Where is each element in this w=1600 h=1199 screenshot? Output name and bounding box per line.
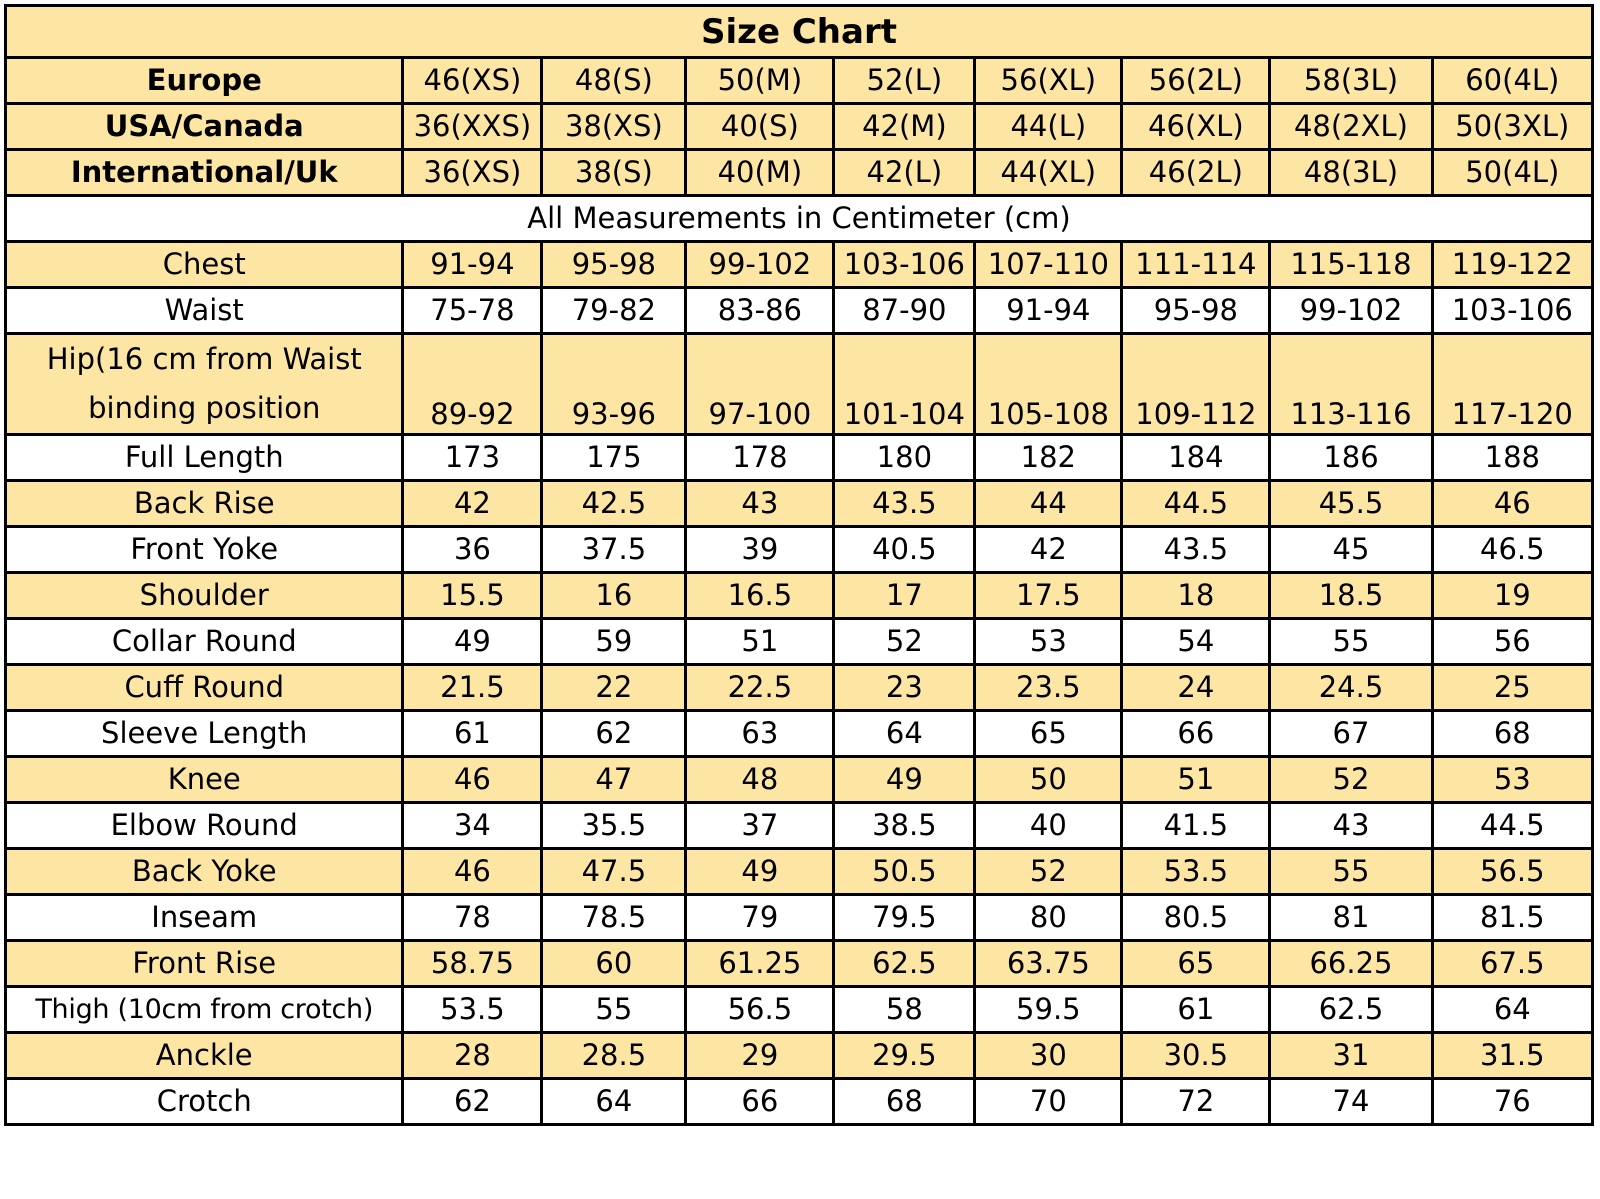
size-cell: 52(L)	[834, 58, 975, 104]
measurement-value: 188	[1432, 435, 1592, 481]
measurement-label: Back Yoke	[6, 849, 403, 895]
measurement-value: 34	[403, 803, 542, 849]
units-note: All Measurements in Centimeter (cm)	[6, 196, 1593, 242]
measurement-label: Anckle	[6, 1033, 403, 1079]
measurement-value: 56.5	[1432, 849, 1592, 895]
measurement-value: 59.5	[975, 987, 1122, 1033]
measurement-value: 45.5	[1270, 481, 1432, 527]
measurement-value: 74	[1270, 1079, 1432, 1125]
measurement-value: 43.5	[1122, 527, 1270, 573]
measurement-value: 91-94	[975, 288, 1122, 334]
measurement-value: 58	[834, 987, 975, 1033]
measurement-value: 29	[686, 1033, 834, 1079]
measurement-value: 53.5	[1122, 849, 1270, 895]
measurement-row	[6, 334, 1593, 435]
measurement-value: 46	[1432, 481, 1592, 527]
measurement-row	[6, 242, 1593, 288]
measurement-value: 70	[975, 1079, 1122, 1125]
measurement-value: 184	[1122, 435, 1270, 481]
measurement-value: 62.5	[1270, 987, 1432, 1033]
measurement-value: 99-102	[1270, 288, 1432, 334]
measurement-value: 80	[975, 895, 1122, 941]
measurement-value: 49	[834, 757, 975, 803]
size-chart-body	[6, 6, 1593, 1125]
measurement-value: 44.5	[1122, 481, 1270, 527]
units-note-row	[6, 196, 1593, 242]
measurement-value: 56.5	[686, 987, 834, 1033]
measurement-value: 115-118	[1270, 242, 1432, 288]
measurement-value: 80.5	[1122, 895, 1270, 941]
size-cell: 46(XL)	[1122, 104, 1270, 150]
measurement-value: 46.5	[1432, 527, 1592, 573]
measurement-value: 61	[1122, 987, 1270, 1033]
measurement-value: 50.5	[834, 849, 975, 895]
measurement-value: 52	[975, 849, 1122, 895]
measurement-value: 30.5	[1122, 1033, 1270, 1079]
size-cell: 50(3XL)	[1432, 104, 1592, 150]
size-cell: 44(L)	[975, 104, 1122, 150]
title-row	[6, 6, 1593, 58]
size-chart-table	[4, 4, 1594, 1126]
measurement-value: 36	[403, 527, 542, 573]
measurement-value: 55	[1270, 619, 1432, 665]
measurement-value: 41.5	[1122, 803, 1270, 849]
measurement-value: 173	[403, 435, 542, 481]
measurement-value: 68	[1432, 711, 1592, 757]
size-cell: 48(3L)	[1270, 150, 1432, 196]
measurement-value: 52	[834, 619, 975, 665]
measurement-label: Collar Round	[6, 619, 403, 665]
size-cell: 46(XS)	[403, 58, 542, 104]
measurement-value: 47.5	[542, 849, 686, 895]
measurement-label: Cuff Round	[6, 665, 403, 711]
measurement-value: 31	[1270, 1033, 1432, 1079]
measurement-value: 17	[834, 573, 975, 619]
measurement-value: 75-78	[403, 288, 542, 334]
measurement-value: 79.5	[834, 895, 975, 941]
measurement-value: 64	[834, 711, 975, 757]
measurement-label: Chest	[6, 242, 403, 288]
measurement-label: Shoulder	[6, 573, 403, 619]
measurement-value: 178	[686, 435, 834, 481]
measurement-row	[6, 527, 1593, 573]
size-system-row	[6, 150, 1593, 196]
measurement-value: 72	[1122, 1079, 1270, 1125]
measurement-label: Sleeve Length	[6, 711, 403, 757]
measurement-value: 83-86	[686, 288, 834, 334]
measurement-value: 16.5	[686, 573, 834, 619]
measurement-value: 99-102	[686, 242, 834, 288]
size-cell: 36(XXS)	[403, 104, 542, 150]
measurement-value: 62	[403, 1079, 542, 1125]
measurement-value: 48	[686, 757, 834, 803]
measurement-value: 60	[542, 941, 686, 987]
measurement-value: 61.25	[686, 941, 834, 987]
measurement-label: Full Length	[6, 435, 403, 481]
measurement-value: 95-98	[542, 242, 686, 288]
measurement-value: 40.5	[834, 527, 975, 573]
measurement-value: 25	[1432, 665, 1592, 711]
measurement-value: 51	[686, 619, 834, 665]
measurement-value: 103-106	[1432, 288, 1592, 334]
measurement-value: 40	[975, 803, 1122, 849]
measurement-value: 119-122	[1432, 242, 1592, 288]
measurement-label-line: binding position	[88, 391, 321, 425]
measurement-value: 79	[686, 895, 834, 941]
measurement-value: 76	[1432, 1079, 1592, 1125]
measurement-value: 117-120	[1432, 334, 1592, 435]
measurement-label: Front Yoke	[6, 527, 403, 573]
measurement-value: 103-106	[834, 242, 975, 288]
measurement-value: 54	[1122, 619, 1270, 665]
measurement-value: 53	[975, 619, 1122, 665]
measurement-value: 16	[542, 573, 686, 619]
measurement-value: 44.5	[1432, 803, 1592, 849]
size-cell: 48(2XL)	[1270, 104, 1432, 150]
measurement-row	[6, 1033, 1593, 1079]
measurement-value: 37	[686, 803, 834, 849]
measurement-value: 50	[975, 757, 1122, 803]
measurement-value: 66	[1122, 711, 1270, 757]
measurement-value: 49	[403, 619, 542, 665]
measurement-value: 47	[542, 757, 686, 803]
measurement-value: 53	[1432, 757, 1592, 803]
size-cell: 42(M)	[834, 104, 975, 150]
measurement-value: 180	[834, 435, 975, 481]
measurement-value: 28.5	[542, 1033, 686, 1079]
measurement-value: 58.75	[403, 941, 542, 987]
measurement-value: 63	[686, 711, 834, 757]
size-cell: 38(S)	[542, 150, 686, 196]
size-cell: 40(M)	[686, 150, 834, 196]
measurement-value: 18	[1122, 573, 1270, 619]
measurement-value: 63.75	[975, 941, 1122, 987]
size-cell: 58(3L)	[1270, 58, 1432, 104]
measurement-value: 91-94	[403, 242, 542, 288]
measurement-value: 68	[834, 1079, 975, 1125]
measurement-value: 15.5	[403, 573, 542, 619]
measurement-value: 64	[542, 1079, 686, 1125]
measurement-value: 17.5	[975, 573, 1122, 619]
measurement-value: 42	[403, 481, 542, 527]
size-system-row	[6, 58, 1593, 104]
measurement-value: 29.5	[834, 1033, 975, 1079]
measurement-row	[6, 987, 1593, 1033]
size-cell: 50(M)	[686, 58, 834, 104]
measurement-label	[6, 334, 403, 435]
size-cell: 44(XL)	[975, 150, 1122, 196]
measurement-value: 175	[542, 435, 686, 481]
measurement-value: 89-92	[403, 334, 542, 435]
measurement-value: 44	[975, 481, 1122, 527]
size-system-label: USA/Canada	[6, 104, 403, 150]
size-cell: 56(XL)	[975, 58, 1122, 104]
measurement-value: 67	[1270, 711, 1432, 757]
measurement-value: 81.5	[1432, 895, 1592, 941]
measurement-row	[6, 757, 1593, 803]
measurement-value: 21.5	[403, 665, 542, 711]
measurement-value: 107-110	[975, 242, 1122, 288]
size-cell: 40(S)	[686, 104, 834, 150]
measurement-label: Front Rise	[6, 941, 403, 987]
measurement-value: 67.5	[1432, 941, 1592, 987]
measurement-value: 65	[1122, 941, 1270, 987]
measurement-row	[6, 288, 1593, 334]
measurement-value: 31.5	[1432, 1033, 1592, 1079]
measurement-value: 53.5	[403, 987, 542, 1033]
measurement-value: 81	[1270, 895, 1432, 941]
measurement-value: 38.5	[834, 803, 975, 849]
measurement-value: 18.5	[1270, 573, 1432, 619]
measurement-value: 43.5	[834, 481, 975, 527]
measurement-value: 23.5	[975, 665, 1122, 711]
measurement-value: 35.5	[542, 803, 686, 849]
measurement-label-line: Hip(16 cm from Waist	[46, 342, 362, 376]
measurement-label: Inseam	[6, 895, 403, 941]
measurement-value: 22.5	[686, 665, 834, 711]
measurement-value: 24.5	[1270, 665, 1432, 711]
measurement-label: Thigh (10cm from crotch)	[6, 987, 403, 1033]
measurement-value: 113-116	[1270, 334, 1432, 435]
measurement-row	[6, 619, 1593, 665]
measurement-value: 61	[403, 711, 542, 757]
measurement-value: 64	[1432, 987, 1592, 1033]
size-system-row	[6, 104, 1593, 150]
measurement-value: 101-104	[834, 334, 975, 435]
measurement-value: 65	[975, 711, 1122, 757]
measurement-row	[6, 849, 1593, 895]
chart-title: Size Chart	[6, 6, 1593, 58]
measurement-value: 97-100	[686, 334, 834, 435]
measurement-row	[6, 803, 1593, 849]
measurement-label: Knee	[6, 757, 403, 803]
measurement-value: 111-114	[1122, 242, 1270, 288]
measurement-row	[6, 711, 1593, 757]
measurement-value: 78.5	[542, 895, 686, 941]
measurement-value: 55	[1270, 849, 1432, 895]
size-cell: 42(L)	[834, 150, 975, 196]
size-cell: 36(XS)	[403, 150, 542, 196]
measurement-value: 105-108	[975, 334, 1122, 435]
measurement-value: 52	[1270, 757, 1432, 803]
size-cell: 46(2L)	[1122, 150, 1270, 196]
measurement-value: 62	[542, 711, 686, 757]
size-cell: 56(2L)	[1122, 58, 1270, 104]
measurement-value: 22	[542, 665, 686, 711]
measurement-value: 66	[686, 1079, 834, 1125]
measurement-row	[6, 573, 1593, 619]
measurement-value: 37.5	[542, 527, 686, 573]
measurement-row	[6, 941, 1593, 987]
measurement-value: 55	[542, 987, 686, 1033]
measurement-value: 66.25	[1270, 941, 1432, 987]
measurement-label: Back Rise	[6, 481, 403, 527]
size-cell: 50(4L)	[1432, 150, 1592, 196]
size-system-label: International/Uk	[6, 150, 403, 196]
measurement-label: Elbow Round	[6, 803, 403, 849]
measurement-value: 30	[975, 1033, 1122, 1079]
measurement-value: 24	[1122, 665, 1270, 711]
measurement-row	[6, 895, 1593, 941]
measurement-value: 87-90	[834, 288, 975, 334]
measurement-value: 51	[1122, 757, 1270, 803]
measurement-value: 93-96	[542, 334, 686, 435]
measurement-value: 46	[403, 757, 542, 803]
size-system-label: Europe	[6, 58, 403, 104]
measurement-value: 42.5	[542, 481, 686, 527]
measurement-value: 182	[975, 435, 1122, 481]
measurement-value: 19	[1432, 573, 1592, 619]
size-cell: 48(S)	[542, 58, 686, 104]
measurement-value: 28	[403, 1033, 542, 1079]
size-cell: 60(4L)	[1432, 58, 1592, 104]
measurement-value: 78	[403, 895, 542, 941]
measurement-value: 42	[975, 527, 1122, 573]
measurement-row	[6, 481, 1593, 527]
measurement-label: Waist	[6, 288, 403, 334]
measurement-value: 186	[1270, 435, 1432, 481]
measurement-value: 23	[834, 665, 975, 711]
measurement-value: 46	[403, 849, 542, 895]
measurement-value: 62.5	[834, 941, 975, 987]
measurement-value: 59	[542, 619, 686, 665]
measurement-row	[6, 1079, 1593, 1125]
measurement-label: Crotch	[6, 1079, 403, 1125]
measurement-value: 39	[686, 527, 834, 573]
size-chart-sheet	[4, 4, 1594, 1126]
measurement-value: 95-98	[1122, 288, 1270, 334]
measurement-value: 43	[1270, 803, 1432, 849]
measurement-row	[6, 665, 1593, 711]
measurement-value: 49	[686, 849, 834, 895]
measurement-value: 79-82	[542, 288, 686, 334]
measurement-value: 45	[1270, 527, 1432, 573]
measurement-value: 56	[1432, 619, 1592, 665]
measurement-row	[6, 435, 1593, 481]
size-cell: 38(XS)	[542, 104, 686, 150]
measurement-value: 109-112	[1122, 334, 1270, 435]
measurement-value: 43	[686, 481, 834, 527]
